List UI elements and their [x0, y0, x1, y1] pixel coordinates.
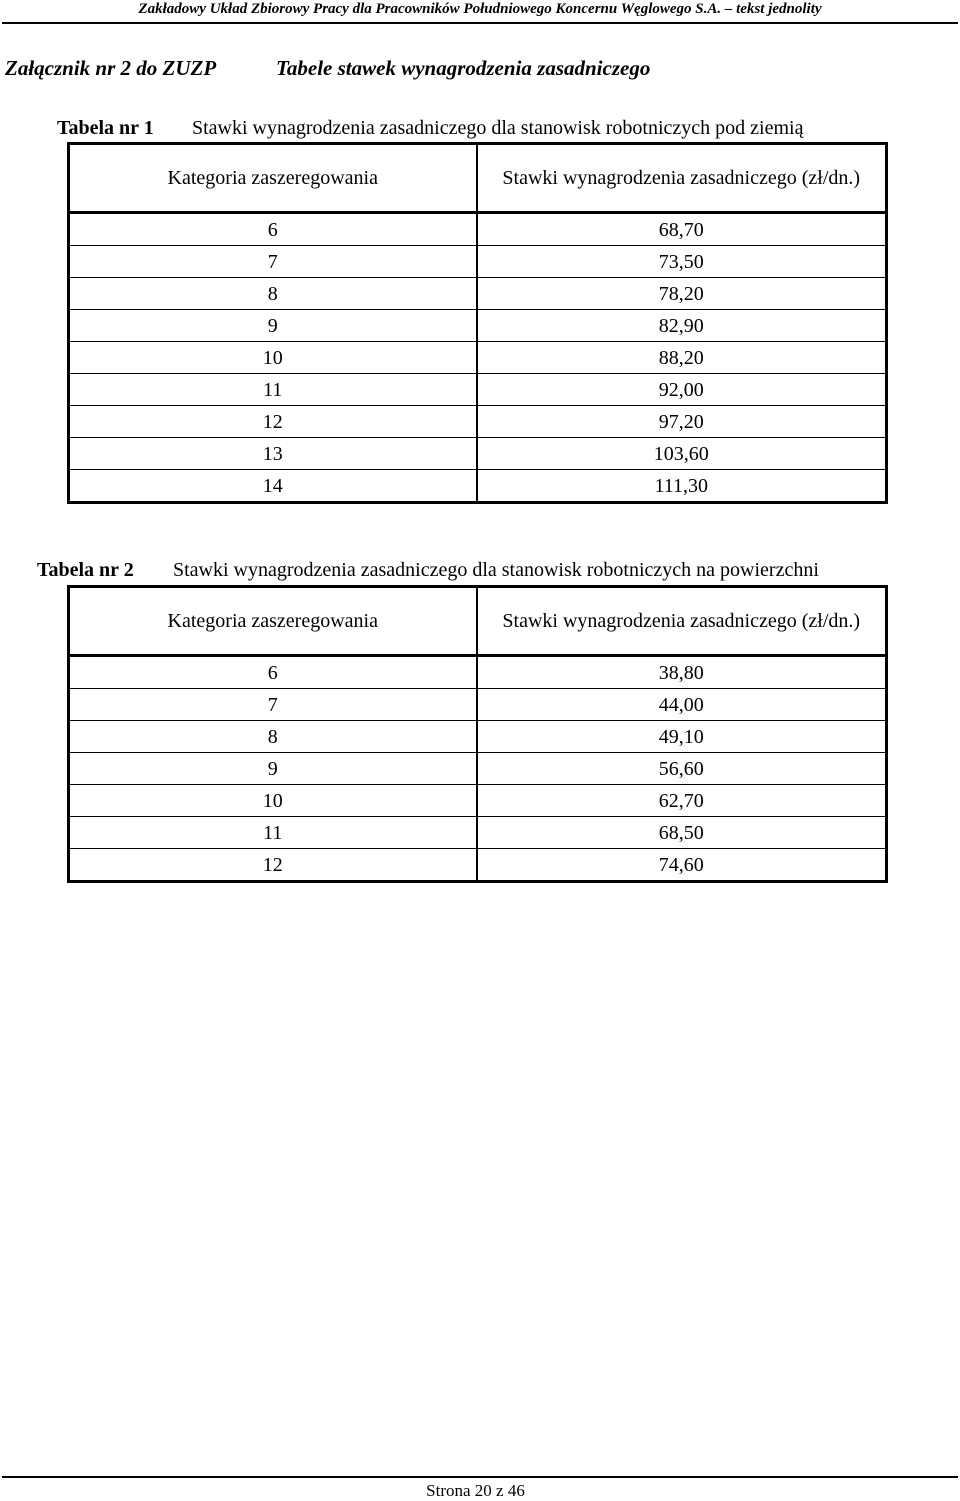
rate-cell: 68,50 [477, 817, 887, 849]
table-row [69, 656, 887, 689]
table-row [69, 721, 887, 753]
rate-cell: 68,70 [477, 213, 887, 246]
rate-cell: 62,70 [477, 785, 887, 817]
rate-cell: 82,90 [477, 310, 887, 342]
table-body [69, 213, 887, 503]
rate-cell: 74,60 [477, 849, 887, 882]
category-cell: 9 [69, 753, 477, 785]
category-cell: 6 [69, 656, 477, 689]
rate-cell: 38,80 [477, 656, 887, 689]
table-row [69, 278, 887, 310]
category-cell: 12 [69, 406, 477, 438]
rate-cell: 103,60 [477, 438, 887, 470]
table-row [69, 213, 887, 246]
category-cell: 7 [69, 689, 477, 721]
table-row [69, 689, 887, 721]
table-row [69, 406, 887, 438]
category-cell: 11 [69, 374, 477, 406]
category-cell: 9 [69, 310, 477, 342]
category-cell: 14 [69, 470, 477, 503]
category-cell: 13 [69, 438, 477, 470]
table-row [69, 438, 887, 470]
column-header-category: Kategoria zaszeregowania [69, 144, 477, 213]
table-row [69, 785, 887, 817]
annex-label: Załącznik nr 2 do ZUZP [5, 56, 217, 80]
table-row [69, 817, 887, 849]
table-1-label: Tabela nr 1 [57, 117, 154, 139]
header-divider [2, 22, 958, 24]
category-cell: 8 [69, 721, 477, 753]
rate-cell: 56,60 [477, 753, 887, 785]
table-row [69, 342, 887, 374]
category-cell: 11 [69, 817, 477, 849]
table-row [69, 470, 887, 503]
table-row [69, 310, 887, 342]
table-row [69, 753, 887, 785]
table-2-rates [67, 585, 888, 883]
annex-title: Tabele stawek wynagrodzenia zasadniczego [276, 56, 651, 80]
category-cell: 12 [69, 849, 477, 882]
category-cell: 6 [69, 213, 477, 246]
rate-cell: 73,50 [477, 246, 887, 278]
table-row [69, 374, 887, 406]
rate-cell: 97,20 [477, 406, 887, 438]
category-cell: 8 [69, 278, 477, 310]
footer-divider [2, 1476, 958, 1478]
table-header-row [69, 587, 887, 656]
page-number: Strona 20 z 46 [426, 1481, 525, 1500]
column-header-rate: Stawki wynagrodzenia zasadniczego (zł/dn.) [477, 144, 887, 213]
table-row [69, 849, 887, 882]
table-2-caption: Stawki wynagrodzenia zasadniczego dla stanowisk robotniczych na powierzchni [173, 559, 819, 581]
table-1-rates [67, 142, 888, 504]
table-row [69, 246, 887, 278]
table-2-label: Tabela nr 2 [37, 559, 134, 581]
rate-cell: 78,20 [477, 278, 887, 310]
rate-cell: 111,30 [477, 470, 887, 503]
table-body [69, 656, 887, 882]
column-header-rate: Stawki wynagrodzenia zasadniczego (zł/dn.) [477, 587, 887, 656]
table-1-caption: Stawki wynagrodzenia zasadniczego dla stanowisk robotniczych pod ziemią [192, 117, 804, 139]
table-header-row [69, 144, 887, 213]
rate-cell: 44,00 [477, 689, 887, 721]
category-cell: 10 [69, 342, 477, 374]
running-header: Zakładowy Układ Zbiorowy Pracy dla Pracowników Południowego Koncernu Węglowego S.A. – tekst jednolity [138, 1, 822, 17]
rate-cell: 88,20 [477, 342, 887, 374]
rate-cell: 49,10 [477, 721, 887, 753]
rate-cell: 92,00 [477, 374, 887, 406]
category-cell: 10 [69, 785, 477, 817]
column-header-category: Kategoria zaszeregowania [69, 587, 477, 656]
category-cell: 7 [69, 246, 477, 278]
